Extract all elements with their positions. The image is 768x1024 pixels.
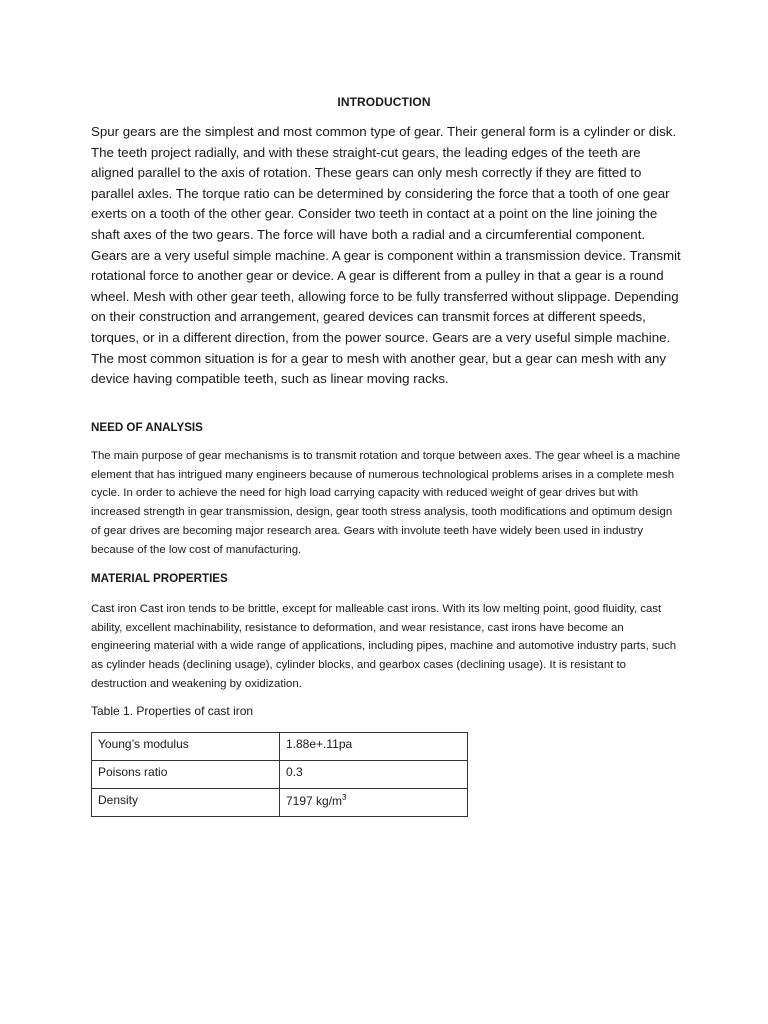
table-row xyxy=(92,733,468,761)
material-properties-heading: MATERIAL PROPERTIES xyxy=(91,572,228,585)
value-cell: 0.3 xyxy=(280,761,468,789)
properties-table xyxy=(91,732,468,817)
density-value: 7197 kg/m xyxy=(286,794,343,808)
property-cell: Young’s modulus xyxy=(92,733,280,761)
value-cell: 1.88e+.11pa xyxy=(280,733,468,761)
need-of-analysis-paragraph: The main purpose of gear mechanisms is to transmit rotation and torque between axes. The gear wheel is a machine element that has intrigued many engineers because of numerous technological problems arises in a complete mesh cycle. In order to achieve the need for high load carrying capacity with reduced weight of gear drives but with increased strength in gear transmission, design, gear tooth stress analysis, tooth modifications and optimum design of gear drives are becoming major research area. Gears with involute teeth have widely been used in industry because of the low cost of manufacturing. xyxy=(91,450,681,556)
unit-superscript: 3 xyxy=(342,793,347,802)
introduction-paragraph: Spur gears are the simplest and most common type of gear. Their general form is a cylinder or disk. The teeth project radially, and with these straight-cut gears, the leading edges of the teeth are aligned parallel to the axis of rotation. These gears can only mesh correctly if they are fitted to parallel axles. The torque ratio can be determined by considering the force that a tooth of one gear exerts on a tooth of the other gear. Consider two teeth in contact at a point on the line joining the shaft axes of the two gears. The force will have both a radial and a circumferential component. Gears are a very useful simple machine. A gear is component within a transmission device. Transmit rotational force to another gear or device. A gear is different from a pulley in that a gear is a round wheel. Mesh with other gear teeth, allowing force to be fully transferred without slippage. Depending on their construction and arrangement, geared devices can transmit forces at different speeds, torques, or in a different direction, from the power source. Gears are a very useful simple machine. The most common situation is for a gear to mesh with another gear, but a gear can mesh with any device having compatible teeth, such as linear moving racks. xyxy=(91,124,681,387)
table-row xyxy=(92,789,468,817)
need-of-analysis-heading: NEED OF ANALYSIS xyxy=(91,421,203,434)
value-cell xyxy=(280,789,468,817)
material-properties-paragraph: Cast iron Cast iron tends to be brittle, except for malleable cast irons. With its low melting point, good fluidity, cast ability, excellent machinability, resistance to deformation, and wear resistance, cast irons have become an engineering material with a wide range of applications, including pipes, machine and automotive industry parts, such as cylinder heads (declining usage), cylinder blocks, and gearbox cases (declining usage). It is resistant to destruction and weakening by oxidization. xyxy=(91,603,677,690)
property-cell: Density xyxy=(92,789,280,817)
property-cell: Poisons ratio xyxy=(92,761,280,789)
introduction-heading: INTRODUCTION xyxy=(337,95,431,109)
table-caption: Table 1. Properties of cast iron xyxy=(91,704,254,718)
table-row xyxy=(92,761,468,789)
